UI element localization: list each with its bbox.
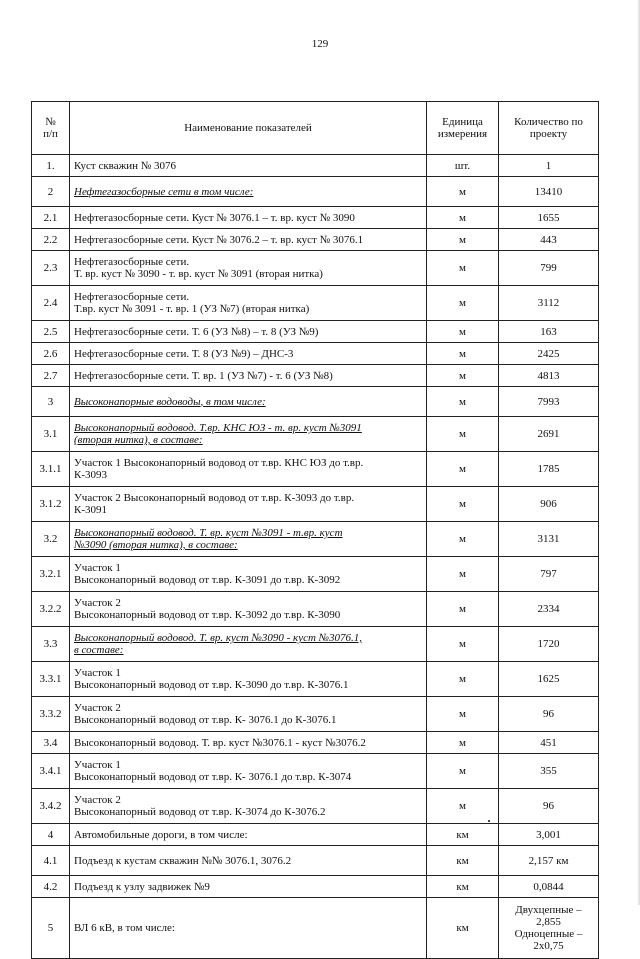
- row-name-line: Подъезд к кустам скважин №№ 3076.1, 3076.2: [74, 854, 292, 867]
- row-name-line: Нефтегазосборные сети. Куст № 3076.2 – т. вр. куст № 3076.1: [74, 233, 364, 246]
- row-quantity-line: 7993: [537, 395, 560, 408]
- row-quantity-line: 443: [540, 233, 557, 246]
- row-name-line: Высоконапорный водовод от т.вр. К- 3076.1 до К-3076.1: [74, 714, 337, 726]
- row-name-line: Т. вр. куст № 3090 - т. вр. куст № 3091 (вторая нитка): [74, 268, 323, 280]
- row-name: [70, 487, 427, 522]
- row-number: 3.4.1: [32, 754, 70, 789]
- row-name-line: Куст скважин № 3076: [74, 159, 176, 172]
- row-number: 2.3: [32, 251, 70, 286]
- row-quantity-line: 2х0,75: [533, 940, 564, 952]
- row-name-line: Высоконапорные водоводы, в том числе:: [74, 395, 266, 408]
- indicators-table: [31, 101, 599, 959]
- row-quantity-line: 2334: [537, 603, 560, 615]
- table-row: [32, 251, 599, 286]
- row-quantity-line: Двухцепные –: [515, 904, 582, 916]
- row-number: 2.2: [32, 229, 70, 251]
- row-unit: м: [427, 417, 499, 452]
- table-row: [32, 417, 599, 452]
- row-unit: м: [427, 229, 499, 251]
- row-quantity: [499, 789, 599, 824]
- row-number: 2.4: [32, 286, 70, 321]
- row-quantity: [499, 732, 599, 754]
- row-unit: м: [427, 487, 499, 522]
- row-name-line: (вторая нитка), в составе:: [74, 434, 203, 446]
- row-quantity-line: 1625: [537, 673, 560, 685]
- row-name: [70, 229, 427, 251]
- row-number: 2.6: [32, 343, 70, 365]
- row-quantity: [499, 824, 599, 846]
- row-unit: м: [427, 365, 499, 387]
- row-name-line: Нефтегазосборные сети. Т. 8 (УЗ №9) – ДНС-3: [74, 347, 294, 360]
- table-row: [32, 876, 599, 898]
- row-name-line: №3090 (вторая нитка), в составе:: [74, 539, 238, 551]
- header-qty: [499, 102, 599, 155]
- row-quantity: [499, 846, 599, 876]
- table-header-row: [32, 102, 599, 155]
- row-unit: м: [427, 387, 499, 417]
- row-number: 4.2: [32, 876, 70, 898]
- row-name: [70, 343, 427, 365]
- row-number: 3: [32, 387, 70, 417]
- row-name: [70, 452, 427, 487]
- table-row: [32, 824, 599, 846]
- row-number: 3.3.1: [32, 662, 70, 697]
- row-number: 3.4.2: [32, 789, 70, 824]
- row-quantity-line: 451: [540, 736, 557, 749]
- row-name: [70, 417, 427, 452]
- row-name-line: Высоконапорный водовод. Т. вр. куст №3076.1 - куст №3076.2: [74, 736, 366, 749]
- header-qty-line: Количество по: [514, 116, 583, 128]
- row-number: 3.3: [32, 627, 70, 662]
- row-number: 2.1: [32, 207, 70, 229]
- table-row: [32, 898, 599, 959]
- table-row: [32, 229, 599, 251]
- row-number: 3.4: [32, 732, 70, 754]
- row-name-line: Высоконапорный водовод. Т. вр. куст №3091 - т.вр. куст: [74, 527, 343, 539]
- row-quantity-line: 2425: [537, 347, 560, 360]
- row-name: [70, 876, 427, 898]
- row-name-line: Нефтегазосборные сети в том числе:: [74, 185, 254, 198]
- row-name: [70, 557, 427, 592]
- row-quantity: [499, 876, 599, 898]
- row-quantity: [499, 321, 599, 343]
- table-row: [32, 207, 599, 229]
- row-quantity-line: 1720: [537, 638, 560, 650]
- row-unit: м: [427, 697, 499, 732]
- row-name-line: Автомобильные дороги, в том числе:: [74, 828, 248, 841]
- row-name-line: Нефтегазосборные сети.: [74, 291, 190, 303]
- table-body: [32, 155, 599, 959]
- header-num: [32, 102, 70, 155]
- row-name-line: Высоконапорный водовод от т.вр. К- 3076.1 до т.вр. К-3074: [74, 771, 352, 783]
- row-unit: м: [427, 207, 499, 229]
- table-row: [32, 487, 599, 522]
- row-name-line: Высоконапорный водовод от т.вр. К-3090 до т.вр. К-3076.1: [74, 679, 349, 691]
- row-quantity-line: 2,157 км: [528, 854, 569, 867]
- row-unit: м: [427, 452, 499, 487]
- row-unit: м: [427, 522, 499, 557]
- row-number: 2.7: [32, 365, 70, 387]
- row-unit: м: [427, 732, 499, 754]
- table-row: [32, 452, 599, 487]
- row-quantity-line: 1785: [537, 463, 560, 475]
- row-unit: м: [427, 557, 499, 592]
- row-number: 3.1.1: [32, 452, 70, 487]
- row-name-line: Участок 1 Высоконапорный водовод от т.вр. КНС ЮЗ до т.вр.: [74, 457, 364, 469]
- row-number: 2.5: [32, 321, 70, 343]
- table-row: [32, 522, 599, 557]
- row-name: [70, 824, 427, 846]
- row-name: [70, 662, 427, 697]
- row-quantity: [499, 522, 599, 557]
- row-name: [70, 177, 427, 207]
- row-unit: м: [427, 251, 499, 286]
- row-name: [70, 846, 427, 876]
- table-row: [32, 321, 599, 343]
- row-unit: м: [427, 321, 499, 343]
- table-row: [32, 286, 599, 321]
- row-name: [70, 522, 427, 557]
- row-unit: км: [427, 846, 499, 876]
- table-row: [32, 697, 599, 732]
- row-name: [70, 732, 427, 754]
- row-unit: м: [427, 343, 499, 365]
- row-number: 3.3.2: [32, 697, 70, 732]
- table-row: [32, 177, 599, 207]
- row-unit: м: [427, 286, 499, 321]
- row-quantity: [499, 387, 599, 417]
- header-name: Наименование показателей: [70, 102, 427, 155]
- row-unit: км: [427, 824, 499, 846]
- row-quantity: [499, 177, 599, 207]
- row-quantity: [499, 155, 599, 177]
- row-name-line: Высоконапорный водовод от т.вр. К-3074 до К-3076.2: [74, 806, 326, 818]
- row-quantity: [499, 754, 599, 789]
- row-name-line: Нефтегазосборные сети. Т. вр. 1 (УЗ №7) - т. 6 (УЗ №8): [74, 369, 333, 382]
- row-name: [70, 387, 427, 417]
- row-quantity: [499, 251, 599, 286]
- row-quantity: [499, 452, 599, 487]
- row-number: 4.1: [32, 846, 70, 876]
- row-name: [70, 365, 427, 387]
- row-quantity-line: 3,001: [536, 828, 561, 841]
- table-row: [32, 592, 599, 627]
- row-name: [70, 251, 427, 286]
- row-quantity-line: 355: [540, 765, 557, 777]
- row-quantity-line: 163: [540, 325, 557, 338]
- header-unit-line: Единица: [442, 116, 483, 128]
- row-name-line: Высоконапорный водовод. Т. вр. куст №3090 - куст №3076.1,: [74, 632, 363, 644]
- table-row: [32, 789, 599, 824]
- row-unit: м: [427, 789, 499, 824]
- header-qty-line: проекту: [529, 128, 568, 140]
- row-name: [70, 627, 427, 662]
- row-quantity-line: 797: [540, 568, 557, 580]
- row-name-line: Высоконапорный водовод от т.вр. К-3091 до т.вр. К-3092: [74, 574, 341, 586]
- row-quantity-line: 2,855: [536, 916, 561, 928]
- row-quantity: [499, 417, 599, 452]
- row-name-line: Участок 1: [74, 562, 121, 574]
- row-unit: м: [427, 592, 499, 627]
- row-number: 3.2.2: [32, 592, 70, 627]
- row-name: [70, 321, 427, 343]
- row-unit: шт.: [427, 155, 499, 177]
- scan-dot: [488, 820, 490, 822]
- row-quantity-line: 2691: [537, 428, 560, 440]
- table-row: [32, 627, 599, 662]
- row-unit: м: [427, 662, 499, 697]
- row-quantity-line: 906: [540, 498, 557, 510]
- table-row: [32, 155, 599, 177]
- row-quantity: [499, 697, 599, 732]
- row-quantity: [499, 229, 599, 251]
- row-quantity: [499, 627, 599, 662]
- table-row: [32, 662, 599, 697]
- row-name-line: Участок 2: [74, 702, 121, 714]
- table-row: [32, 846, 599, 876]
- row-name-line: Высоконапорный водовод. Т.вр. КНС ЮЗ - т. вр. куст №3091: [74, 422, 362, 434]
- row-name-line: Высоконапорный водовод от т.вр. К-3092 до т.вр. К-3090: [74, 609, 341, 621]
- row-quantity: [499, 207, 599, 229]
- row-name-line: К-3091: [74, 504, 107, 516]
- row-name-line: в составе:: [74, 644, 124, 656]
- table-row: [32, 754, 599, 789]
- row-name-line: Подъезд к узлу задвижек №9: [74, 880, 210, 893]
- row-unit: м: [427, 627, 499, 662]
- header-num-line: п/п: [43, 128, 58, 140]
- table-row: [32, 557, 599, 592]
- row-quantity-line: 1655: [537, 211, 560, 224]
- row-quantity-line: 1: [545, 159, 552, 172]
- table-row: [32, 732, 599, 754]
- row-unit: км: [427, 898, 499, 959]
- row-name: [70, 898, 427, 959]
- row-quantity: [499, 365, 599, 387]
- row-number: 3.2.1: [32, 557, 70, 592]
- row-name-line: Нефтегазосборные сети. Куст № 3076.1 – т. вр. куст № 3090: [74, 211, 355, 224]
- row-quantity-line: 96: [543, 708, 554, 720]
- row-name: [70, 592, 427, 627]
- page-number: 129: [311, 38, 329, 50]
- row-unit: м: [427, 177, 499, 207]
- row-quantity-line: 13410: [534, 185, 563, 198]
- table-row: [32, 365, 599, 387]
- row-name: [70, 789, 427, 824]
- row-unit: км: [427, 876, 499, 898]
- row-name: [70, 286, 427, 321]
- row-number: 4: [32, 824, 70, 846]
- row-name-line: Нефтегазосборные сети.: [74, 256, 190, 268]
- row-quantity: [499, 662, 599, 697]
- row-quantity: [499, 557, 599, 592]
- row-name-line: ВЛ 6 кВ, в том числе:: [74, 922, 175, 934]
- header-unit-line: измерения: [437, 128, 488, 140]
- row-name-line: Участок 2: [74, 597, 121, 609]
- table-row: [32, 387, 599, 417]
- row-unit: м: [427, 754, 499, 789]
- row-quantity-line: 3112: [537, 297, 560, 309]
- row-name: [70, 155, 427, 177]
- row-number: 1.: [32, 155, 70, 177]
- row-number: 3.2: [32, 522, 70, 557]
- header-num-line: №: [45, 116, 56, 128]
- row-name: [70, 754, 427, 789]
- row-number: 3.1.2: [32, 487, 70, 522]
- row-quantity-line: 4813: [537, 369, 560, 382]
- row-quantity-line: 3131: [537, 533, 560, 545]
- row-quantity: [499, 343, 599, 365]
- table-row: [32, 343, 599, 365]
- row-name-line: Участок 2: [74, 794, 121, 806]
- row-quantity-line: 0,0844: [533, 880, 564, 893]
- row-quantity-line: 96: [543, 800, 554, 812]
- row-quantity: [499, 898, 599, 959]
- row-name-line: Участок 1: [74, 759, 121, 771]
- row-quantity: [499, 487, 599, 522]
- header-unit: [427, 102, 499, 155]
- row-name-line: Участок 2 Высоконапорный водовод от т.вр. К-3093 до т.вр.: [74, 492, 355, 504]
- row-name-line: К-3093: [74, 469, 107, 481]
- row-name-line: Т.вр. куст № 3091 - т. вр. 1 (УЗ №7) (вторая нитка): [74, 303, 310, 315]
- row-quantity: [499, 592, 599, 627]
- row-number: 3.1: [32, 417, 70, 452]
- row-name: [70, 207, 427, 229]
- row-number: 5: [32, 898, 70, 959]
- row-quantity-line: Одноцепные –: [514, 928, 583, 940]
- row-quantity-line: 799: [540, 262, 557, 274]
- row-name-line: Нефтегазосборные сети. Т. 6 (УЗ №8) – т. 8 (УЗ №9): [74, 325, 319, 338]
- row-name: [70, 697, 427, 732]
- row-number: 2: [32, 177, 70, 207]
- row-quantity: [499, 286, 599, 321]
- row-name-line: Участок 1: [74, 667, 121, 679]
